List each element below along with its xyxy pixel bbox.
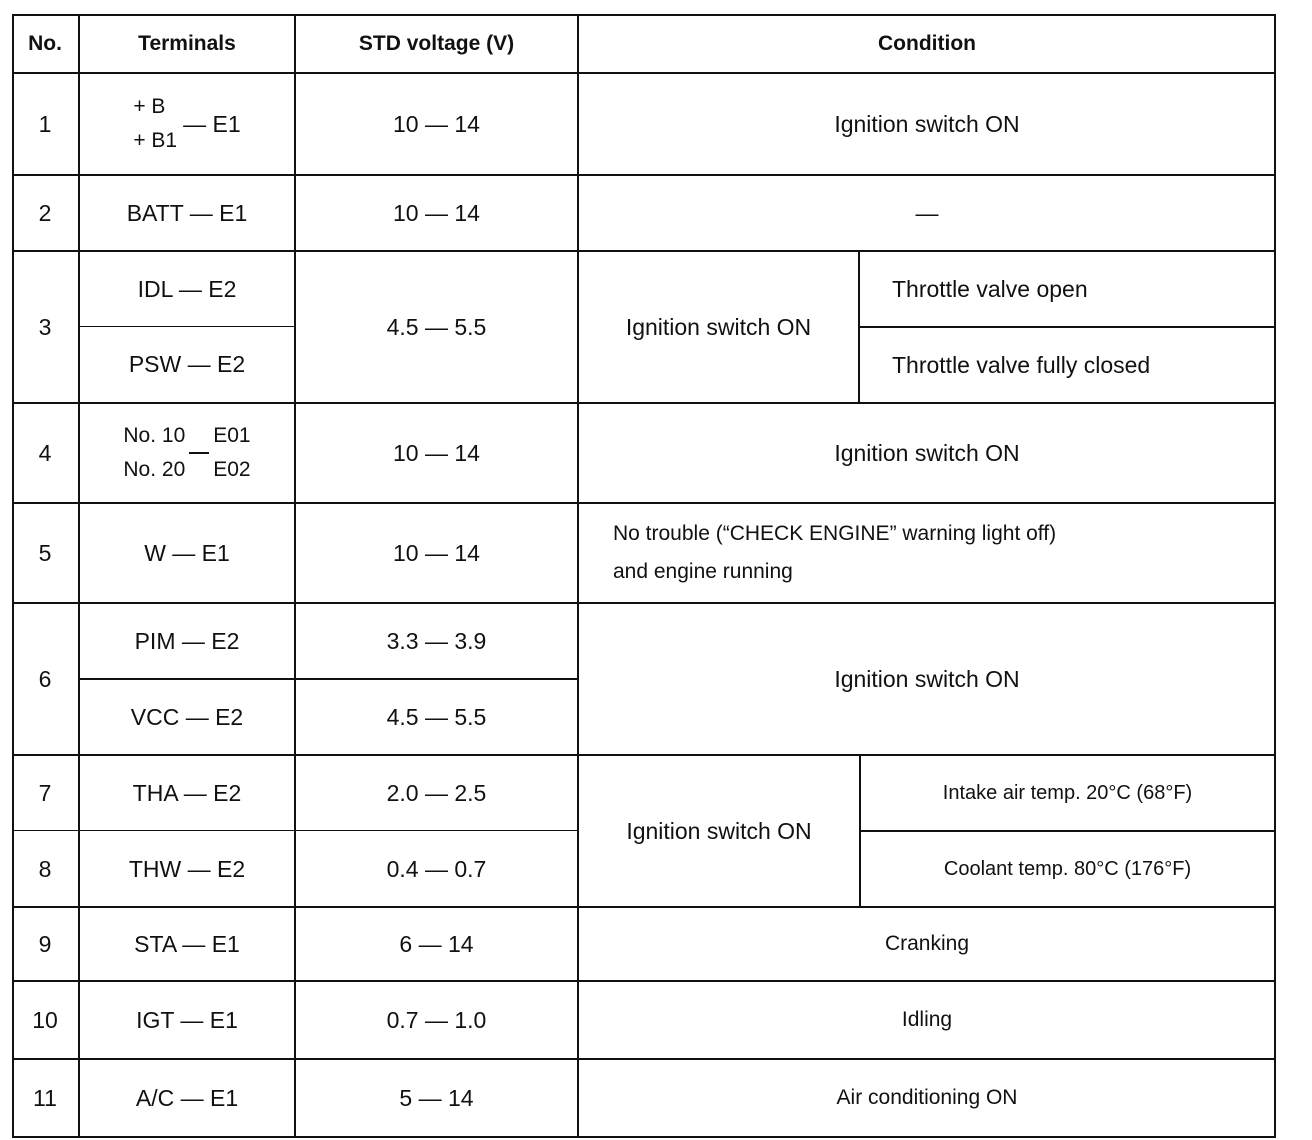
row4-term-e01: E01: [213, 423, 251, 447]
row5-terminals: W — E1: [144, 539, 230, 566]
row10-voltage: 0.7 — 1.0: [386, 1006, 487, 1033]
row2-voltage: 10 — 14: [393, 199, 480, 226]
row9-voltage: 6 — 14: [399, 930, 474, 957]
terminal-voltage-table: [12, 14, 1276, 1138]
row4-no: 4: [38, 439, 52, 466]
row8-no: 8: [38, 855, 52, 882]
row4-term-no20: No. 20: [123, 458, 186, 481]
hline-r7: [12, 830, 578, 831]
row1-term-e1: — E1: [183, 110, 241, 137]
row6-term-pim: PIM — E2: [134, 627, 240, 654]
row4-condition: Ignition switch ON: [834, 439, 1020, 466]
row8-terminals: THW — E2: [128, 855, 246, 882]
row7-sub-intake: Intake air temp. 20°C (68°F): [942, 781, 1193, 804]
row7-voltage: 2.0 — 2.5: [386, 779, 487, 806]
row6-voltage-pim: 3.3 — 3.9: [386, 627, 487, 654]
row3-term-psw: PSW — E2: [128, 351, 246, 378]
row11-no: 11: [33, 1084, 57, 1111]
header-terminals: Terminals: [138, 31, 236, 55]
row7-terminals: THA — E2: [132, 779, 242, 806]
row9-terminals: STA — E1: [134, 930, 240, 957]
row3-no: 3: [38, 313, 52, 340]
row2-condition: —: [915, 199, 939, 226]
row6-condition: Ignition switch ON: [834, 665, 1020, 692]
row1-term-b1: + B1: [133, 129, 178, 152]
header-voltage: STD voltage (V): [358, 31, 515, 55]
row2-terminals: BATT — E1: [126, 199, 248, 226]
row9-condition: Cranking: [884, 931, 970, 955]
row5-condition: [579, 504, 1275, 602]
row3-term-idl: IDL — E2: [137, 275, 237, 302]
row4-term-no10: No. 10: [123, 423, 186, 447]
border-bottom: [12, 1136, 1276, 1138]
row1-voltage: 10 — 14: [393, 110, 480, 137]
row5-condition-line1: No trouble (“CHECK ENGINE” warning light off): [613, 521, 1057, 545]
row10-no: 10: [32, 1006, 58, 1033]
row11-voltage: 5 — 14: [399, 1084, 474, 1111]
header-no: No.: [28, 31, 62, 55]
row1-term-b: + B: [133, 94, 166, 118]
header-condition: Condition: [878, 31, 976, 55]
row78-condition: Ignition switch ON: [626, 817, 812, 844]
row4-terminals: [80, 404, 294, 502]
row5-condition-line2: and engine running: [613, 560, 793, 583]
row11-condition: Air conditioning ON: [836, 1085, 1018, 1109]
row10-condition: Idling: [901, 1007, 953, 1031]
row8-sub-coolant: Coolant temp. 80°C (176°F): [943, 857, 1192, 880]
row3-sub-closed: Throttle valve fully closed: [892, 351, 1151, 378]
row8-voltage: 0.4 — 0.7: [386, 855, 487, 882]
row4-term-e02: E02: [213, 458, 251, 481]
row6-no: 6: [38, 665, 52, 692]
row2-no: 2: [38, 199, 52, 226]
row11-terminals: A/C — E1: [135, 1084, 239, 1111]
row1-terminals: [80, 74, 294, 174]
row3-condition: Ignition switch ON: [625, 313, 812, 340]
row6-voltage-vcc: 4.5 — 5.5: [386, 703, 487, 730]
row10-terminals: IGT — E1: [136, 1006, 238, 1033]
row5-no: 5: [38, 539, 52, 566]
row1-condition: Ignition switch ON: [834, 110, 1020, 137]
row6-term-vcc: VCC — E2: [130, 703, 244, 730]
row1-no: 1: [38, 110, 52, 137]
row7-no: 7: [38, 779, 52, 806]
row4-term-dash: [189, 452, 209, 454]
row5-voltage: 10 — 14: [393, 539, 480, 566]
row3-voltage: 4.5 — 5.5: [386, 313, 487, 340]
row4-voltage: 10 — 14: [393, 439, 480, 466]
row9-no: 9: [38, 930, 52, 957]
row3-sub-open: Throttle valve open: [892, 275, 1088, 302]
